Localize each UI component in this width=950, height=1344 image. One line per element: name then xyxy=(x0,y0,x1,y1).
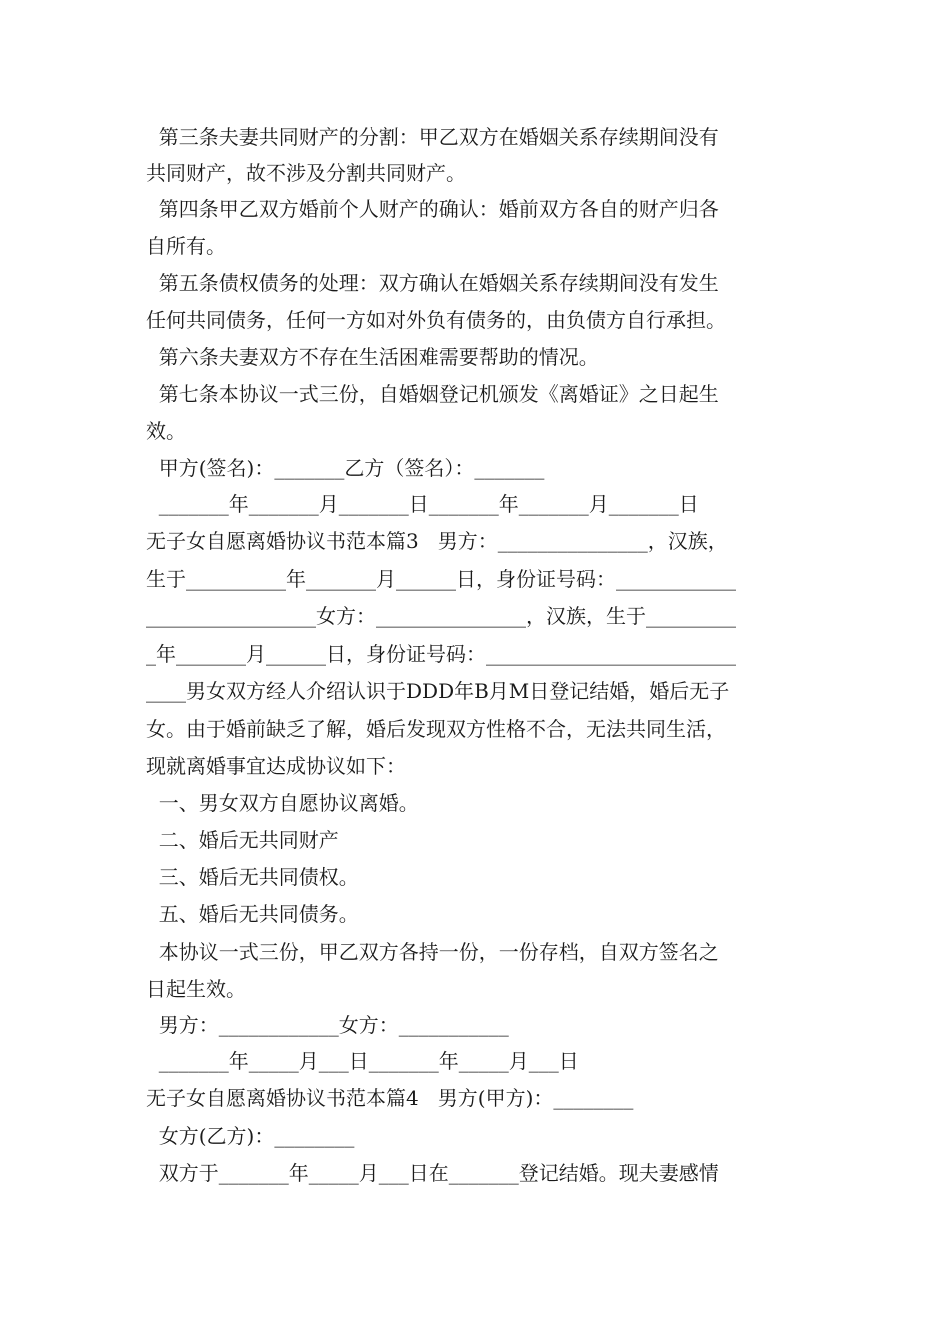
text-line: _________________女方：_______________，汉族，生于_________ xyxy=(146,604,736,628)
text-line: 本协议一式三份，甲乙双方各持一份，一份存档，自双方签名之 xyxy=(146,940,719,964)
text-line: 男方：____________女方：___________ xyxy=(146,1013,509,1037)
text-line: 生于__________年_______月______日，身份证号码：____________ xyxy=(146,567,736,591)
text-line: 无子女自愿离婚协议书范本篇3 男方：_______________，汉族， xyxy=(146,529,728,553)
text-line: ____男女双方经人介绍认识于DDD年B月M日登记结婚，婚后无子 xyxy=(146,679,730,703)
text-line: 第五条债权债务的处理：双方确认在婚姻关系存续期间没有发生 xyxy=(146,271,719,295)
text-line: 日起生效。 xyxy=(146,977,246,1001)
text-line: 任何共同债务，任何一方如对外负有债务的，由负债方自行承担。 xyxy=(146,308,726,332)
text-line: 第三条夫妻共同财产的分割：甲乙双方在婚姻关系存续期间没有 xyxy=(146,125,719,149)
text-line: 第七条本协议一式三份，自婚姻登记机颁发《离婚证》之日起生 xyxy=(146,382,719,406)
text-line: 第六条夫妻双方不存在生活困难需要帮助的情况。 xyxy=(146,345,599,369)
text-line: 现就离婚事宜达成协议如下： xyxy=(146,754,406,778)
text-line: 三、婚后无共同债权。 xyxy=(146,865,359,889)
text-line: _______年_____月___日_______年_____月___日 xyxy=(146,1049,579,1073)
text-line: 甲方(签名)：_______乙方（签名）：_______ xyxy=(146,456,545,480)
text-line: 效。 xyxy=(146,419,186,443)
text-line: 女方(乙方)：________ xyxy=(146,1124,355,1148)
text-line: 第四条甲乙双方婚前个人财产的确认：婚前双方各自的财产归各 xyxy=(146,197,719,221)
text-line: 自所有。 xyxy=(146,234,226,258)
text-line: _年_______月______日，身份证号码：_________________________ xyxy=(146,642,736,666)
text-line: 共同财产，故不涉及分割共同财产。 xyxy=(146,161,466,185)
text-line: 双方于_______年_____月___日在_______登记结婚。现夫妻感情 xyxy=(146,1161,719,1185)
text-line: 女。由于婚前缺乏了解，婚后发现双方性格不合，无法共同生活， xyxy=(146,717,726,741)
text-line: _______年_______月_______日_______年_______月_______日 xyxy=(146,492,699,516)
text-line: 五、婚后无共同债务。 xyxy=(146,902,359,926)
text-line: 无子女自愿离婚协议书范本篇4 男方(甲方)：________ xyxy=(146,1086,634,1110)
text-line: 一、男女双方自愿协议离婚。 xyxy=(146,791,419,815)
text-line: 二、婚后无共同财产 xyxy=(146,828,339,852)
